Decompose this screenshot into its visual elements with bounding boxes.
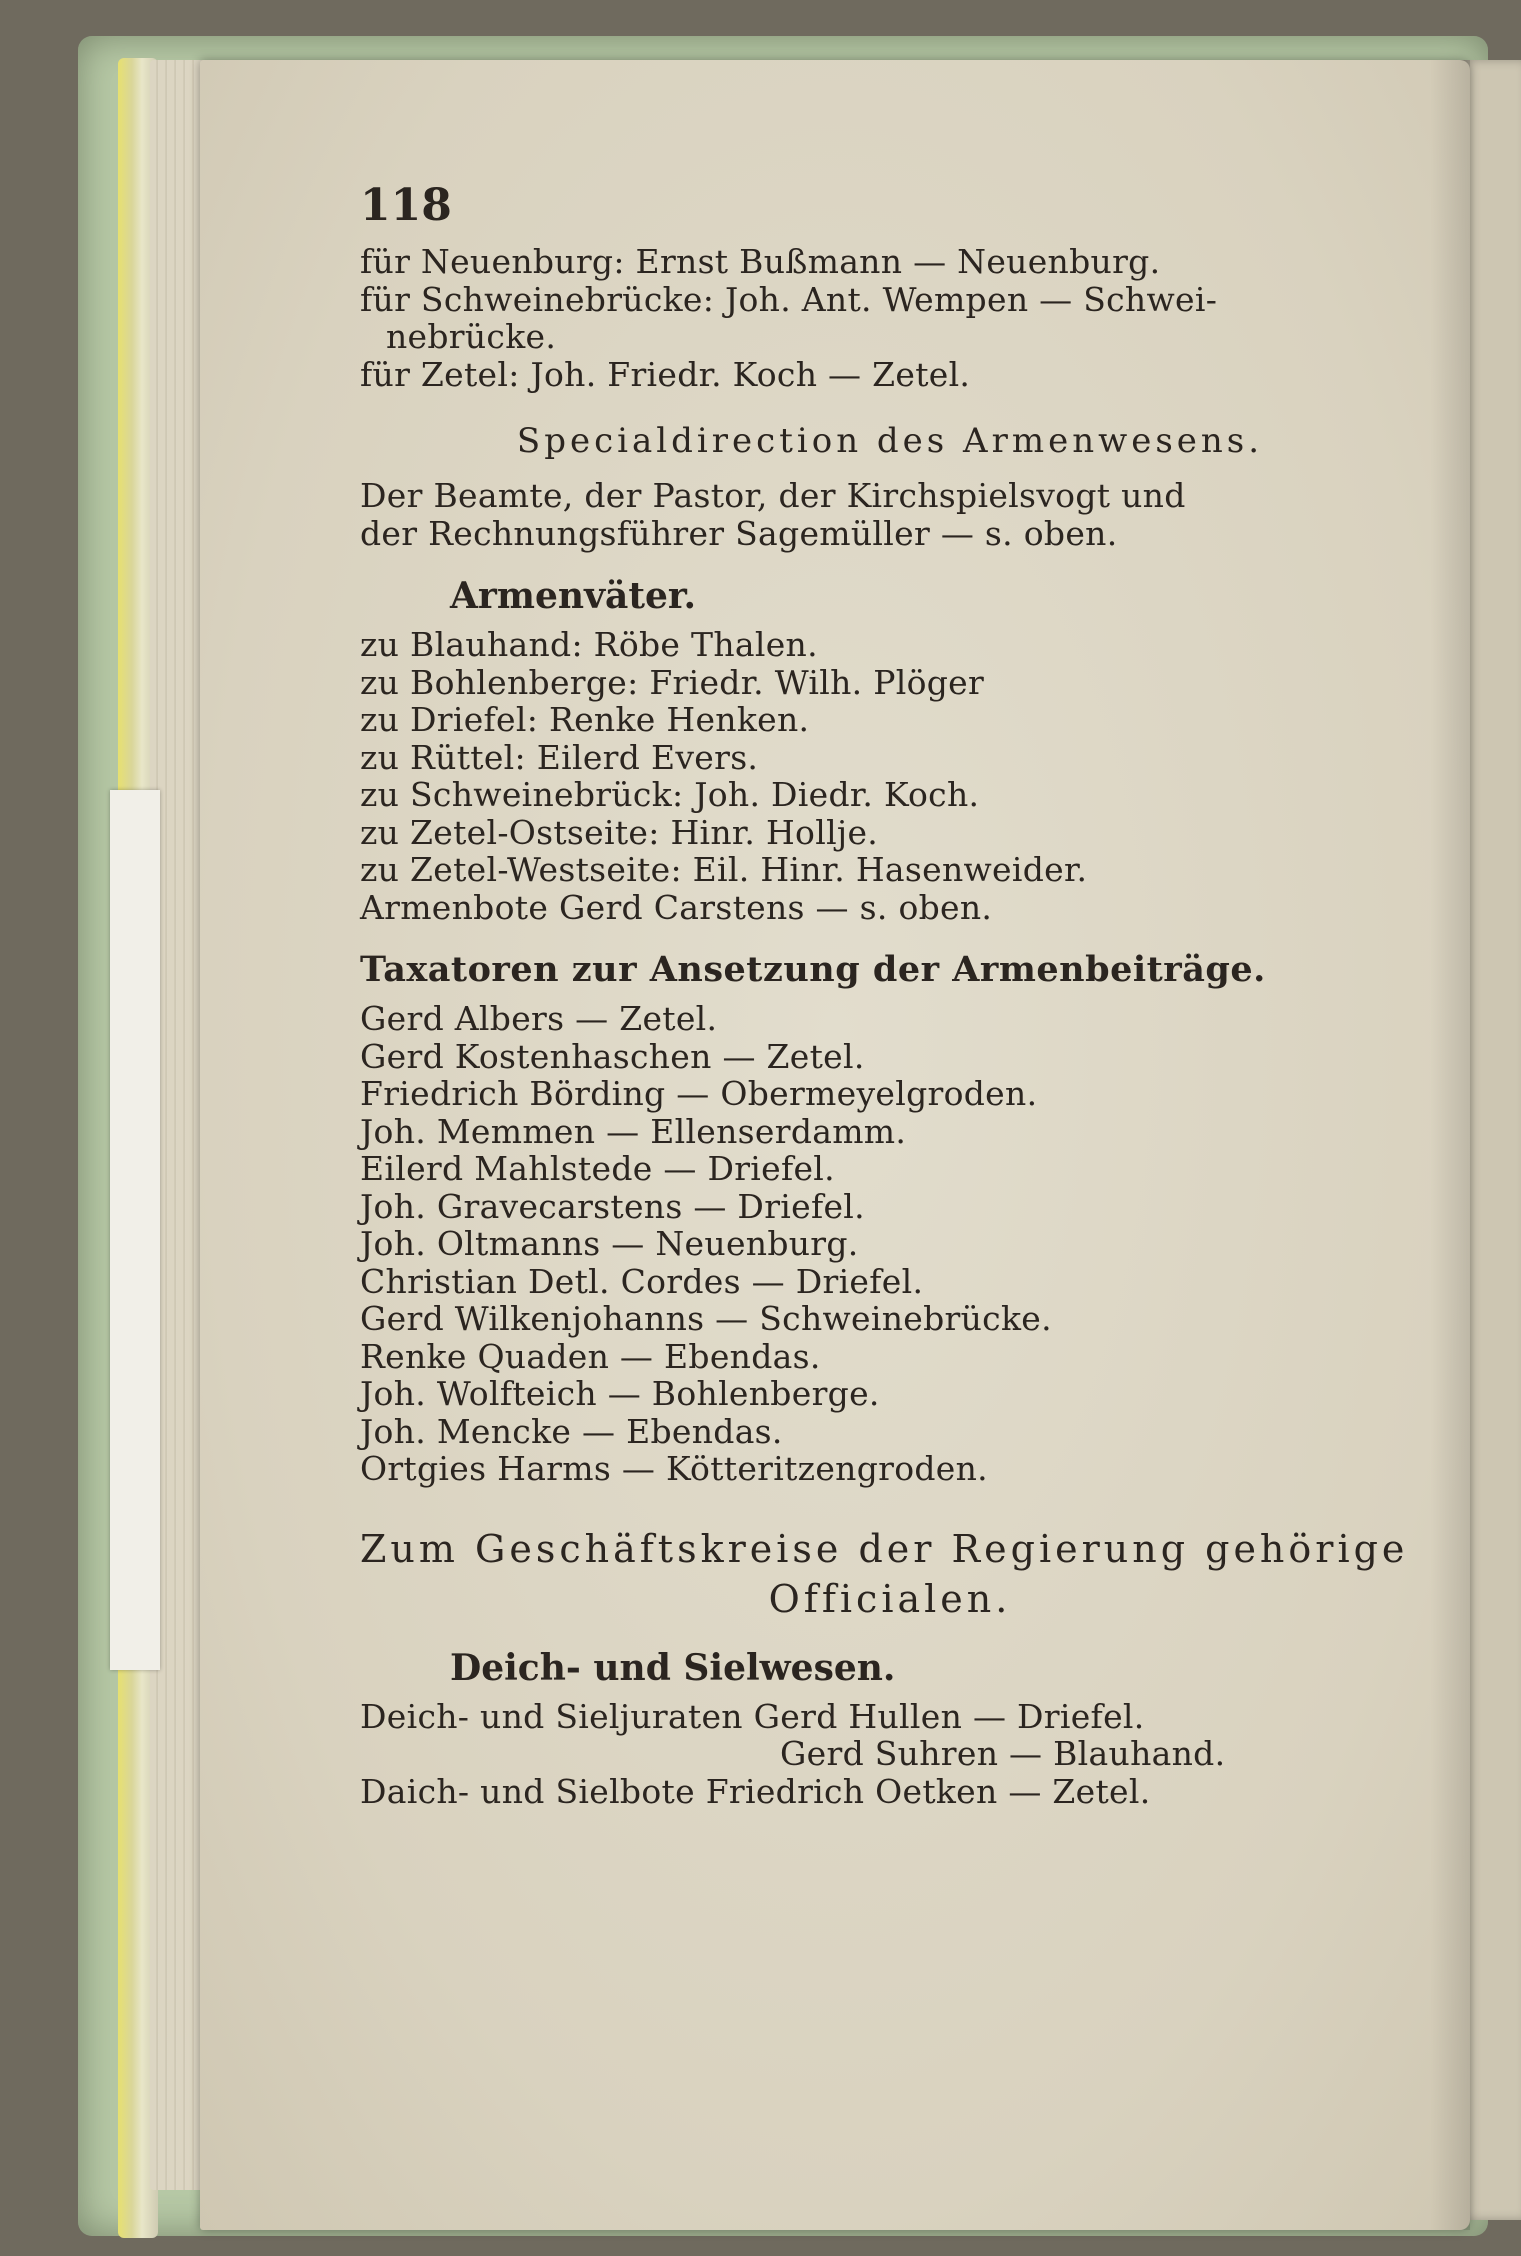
text-line: für Neuenburg: Ernst Bußmann — Neuenburg. xyxy=(360,242,1161,281)
heading-taxatoren: Taxatoren zur Ansetzung der Armenbeiträge. xyxy=(360,949,1266,990)
text-line: Gerd Albers — Zetel. xyxy=(360,999,718,1038)
text-line: Ortgies Harms — Kötteritzengroden. xyxy=(360,1449,988,1488)
heading-geschaeftskreis-line2: Officialen. xyxy=(768,1576,1012,1621)
text-line: Armenbote Gerd Carstens — s. oben. xyxy=(360,887,993,927)
text-line: der Rechnungsführer Sagemüller — s. oben. xyxy=(360,513,1118,553)
text-line: zu Zetel-Westseite: Eil. Hinr. Hasenweider. xyxy=(360,850,1088,889)
top-lines xyxy=(360,243,1420,393)
text-line: Joh. Wolfteich — Bohlenberge. xyxy=(360,1374,880,1413)
text-line: zu Zetel-Ostseite: Hinr. Hollje. xyxy=(360,812,879,852)
heading-armenvaeter: Armenväter. xyxy=(450,575,697,617)
text-line: Eilerd Mahlstede — Driefel. xyxy=(360,1149,835,1188)
text-line: Gerd Suhren — Blauhand. xyxy=(780,1734,1226,1773)
page-content xyxy=(360,180,1420,1810)
text-line: zu Schweinebrück: Joh. Diedr. Koch. xyxy=(360,775,980,814)
specialdirection-lines xyxy=(360,477,1420,552)
armenvaeter-lines xyxy=(360,626,1420,926)
text-line: zu Bohlenberge: Friedr. Wilh. Plöger xyxy=(360,662,985,702)
text-line: Deich- und Sieljuraten Gerd Hullen — Driefel. xyxy=(360,1696,1145,1736)
text-line: für Zetel: Joh. Friedr. Koch — Zetel. xyxy=(360,354,971,394)
text-line: Friedrich Börding — Obermeyelgroden. xyxy=(360,1074,1038,1113)
section-title-specialdirection: Specialdirection des Armenwesens. xyxy=(516,421,1264,461)
text-line: Der Beamte, der Pastor, der Kirchspielsvogt und xyxy=(360,476,1186,515)
text-line: Joh. Mencke — Ebendas. xyxy=(360,1411,783,1451)
page-number: 118 xyxy=(360,180,452,231)
text-line: nebrücke. xyxy=(386,317,557,356)
heading-geschaeftskreis-line1: Zum Geschäftskreise der Regierung gehörige xyxy=(360,1526,1409,1571)
text-line: Joh. Memmen — Ellenserdamm. xyxy=(360,1111,907,1151)
book-page xyxy=(200,60,1470,2230)
text-line: zu Blauhand: Röbe Thalen. xyxy=(360,625,818,664)
text-line: für Schweinebrücke: Joh. Ant. Wempen — Schwei- xyxy=(360,279,1218,319)
text-line: zu Rüttel: Eilerd Evers. xyxy=(360,737,759,777)
text-line: Gerd Wilkenjohanns — Schweinebrücke. xyxy=(360,1299,1052,1338)
heading-deich: Deich- und Sielwesen. xyxy=(450,1646,896,1689)
text-line: zu Driefel: Renke Henken. xyxy=(360,700,810,739)
text-line: Joh. Gravecarstens — Driefel. xyxy=(360,1186,865,1226)
text-line: Renke Quaden — Ebendas. xyxy=(360,1336,821,1376)
text-line: Daich- und Sielbote Friedrich Oetken — Zetel. xyxy=(360,1771,1151,1811)
text-line: Christian Detl. Cordes — Driefel. xyxy=(360,1261,924,1301)
text-line: Joh. Oltmanns — Neuenburg. xyxy=(360,1224,859,1263)
taxatoren-lines xyxy=(360,1000,1420,1488)
deich-lines xyxy=(360,1698,1420,1811)
text-line: Gerd Kostenhaschen — Zetel. xyxy=(360,1036,865,1076)
paper-label-strip xyxy=(110,790,160,1670)
